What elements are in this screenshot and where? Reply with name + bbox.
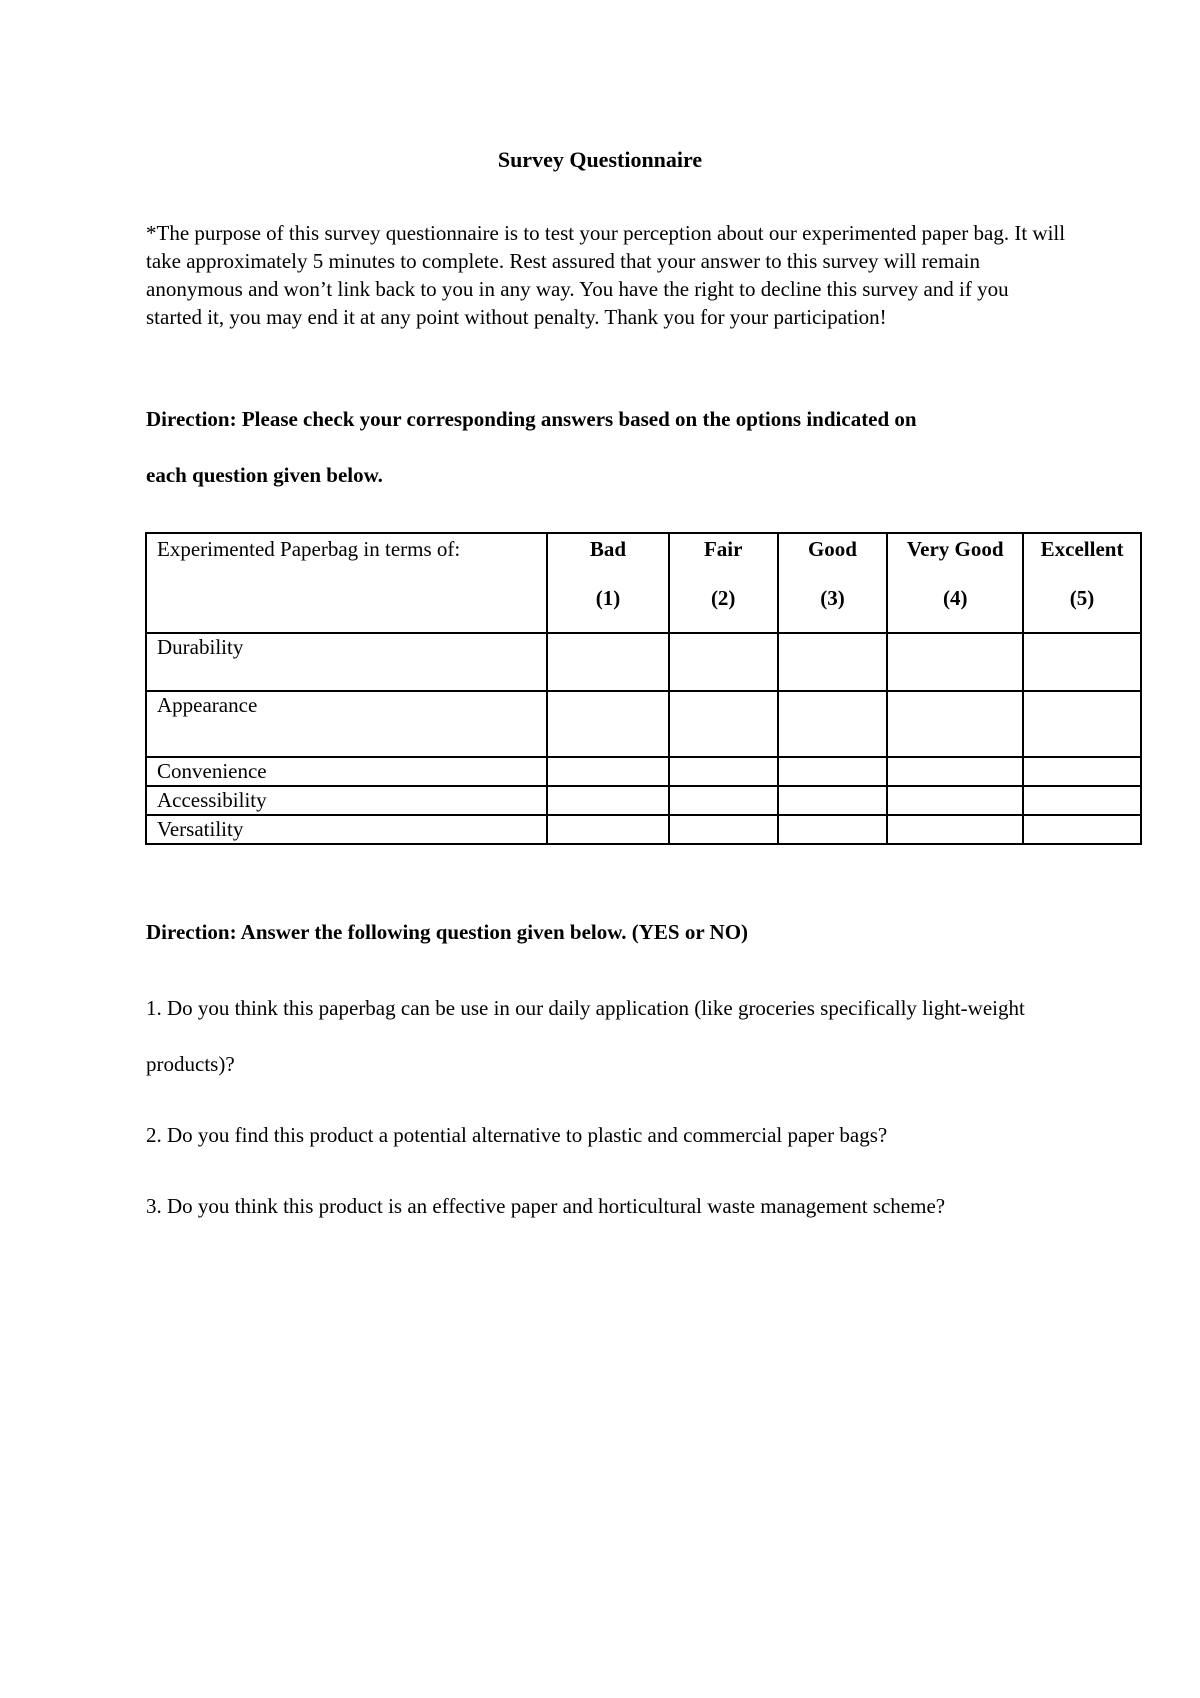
rating-cell[interactable]: [669, 757, 778, 786]
rating-cell[interactable]: [547, 815, 669, 844]
rating-cell[interactable]: [669, 815, 778, 844]
criterion-header: Experimented Paperbag in terms of:: [146, 533, 547, 633]
rating-cell[interactable]: [669, 633, 778, 691]
rating-cell[interactable]: [1023, 757, 1141, 786]
rating-cell[interactable]: [547, 633, 669, 691]
table-row: [146, 691, 1141, 757]
rating-cell[interactable]: [547, 786, 669, 815]
rating-cell[interactable]: [778, 757, 888, 786]
rating-cell[interactable]: [778, 691, 888, 757]
rating-cell[interactable]: [887, 691, 1023, 757]
intro-paragraph: *The purpose of this survey questionnaire is to test your perception about our experimented paper bag. It will take approximately 5 minutes to complete. Rest assured that your answer to this survey will remain anonymous and won’t link back to you in any way. You have the right to decline this survey and if you started it, you may end it at any point without penalty. Thank you for your participation!: [146, 221, 1066, 329]
question-1: 1. Do you think this paperbag can be use in our daily application (like groceries specifically light-weight products)?: [146, 996, 1025, 1076]
direction-rating-line1: Direction: Please check your corresponding answers based on the options indicated on: [146, 407, 917, 431]
rating-cell[interactable]: [778, 815, 888, 844]
column-header-very-good: Very Good (4): [887, 533, 1023, 633]
column-header-excellent: Excellent (5): [1023, 533, 1141, 633]
rating-cell[interactable]: [1023, 691, 1141, 757]
column-header-bad: Bad (1): [547, 533, 669, 633]
rating-table: [145, 532, 1142, 845]
table-row: [146, 786, 1141, 815]
criterion-appearance: Appearance: [146, 691, 547, 757]
table-row: [146, 757, 1141, 786]
table-header-row: [146, 533, 1141, 633]
page-title: Survey Questionnaire: [497, 147, 703, 172]
rating-cell[interactable]: [547, 691, 669, 757]
rating-cell[interactable]: [1023, 633, 1141, 691]
criterion-convenience: Convenience: [146, 757, 547, 786]
direction-rating-line2: each question given below.: [146, 463, 383, 487]
rating-cell[interactable]: [887, 815, 1023, 844]
rating-cell[interactable]: [887, 633, 1023, 691]
rating-cell[interactable]: [669, 786, 778, 815]
rating-cell[interactable]: [887, 757, 1023, 786]
criterion-accessibility: Accessibility: [146, 786, 547, 815]
rating-cell[interactable]: [887, 786, 1023, 815]
column-header-good: Good (3): [778, 533, 888, 633]
question-2: 2. Do you find this product a potential alternative to plastic and commercial paper bags?: [146, 1123, 888, 1147]
rating-cell[interactable]: [778, 633, 888, 691]
column-header-fair: Fair (2): [669, 533, 778, 633]
rating-cell[interactable]: [669, 691, 778, 757]
rating-cell[interactable]: [778, 786, 888, 815]
criterion-durability: Durability: [146, 633, 547, 691]
table-row: [146, 815, 1141, 844]
direction-yes-no: Direction: Answer the following question given below. (YES or NO): [146, 920, 749, 944]
table-row: [146, 633, 1141, 691]
rating-cell[interactable]: [547, 757, 669, 786]
criterion-versatility: Versatility: [146, 815, 547, 844]
rating-cell[interactable]: [1023, 815, 1141, 844]
question-3: 3. Do you think this product is an effective paper and horticultural waste management scheme?: [146, 1194, 946, 1218]
rating-cell[interactable]: [1023, 786, 1141, 815]
